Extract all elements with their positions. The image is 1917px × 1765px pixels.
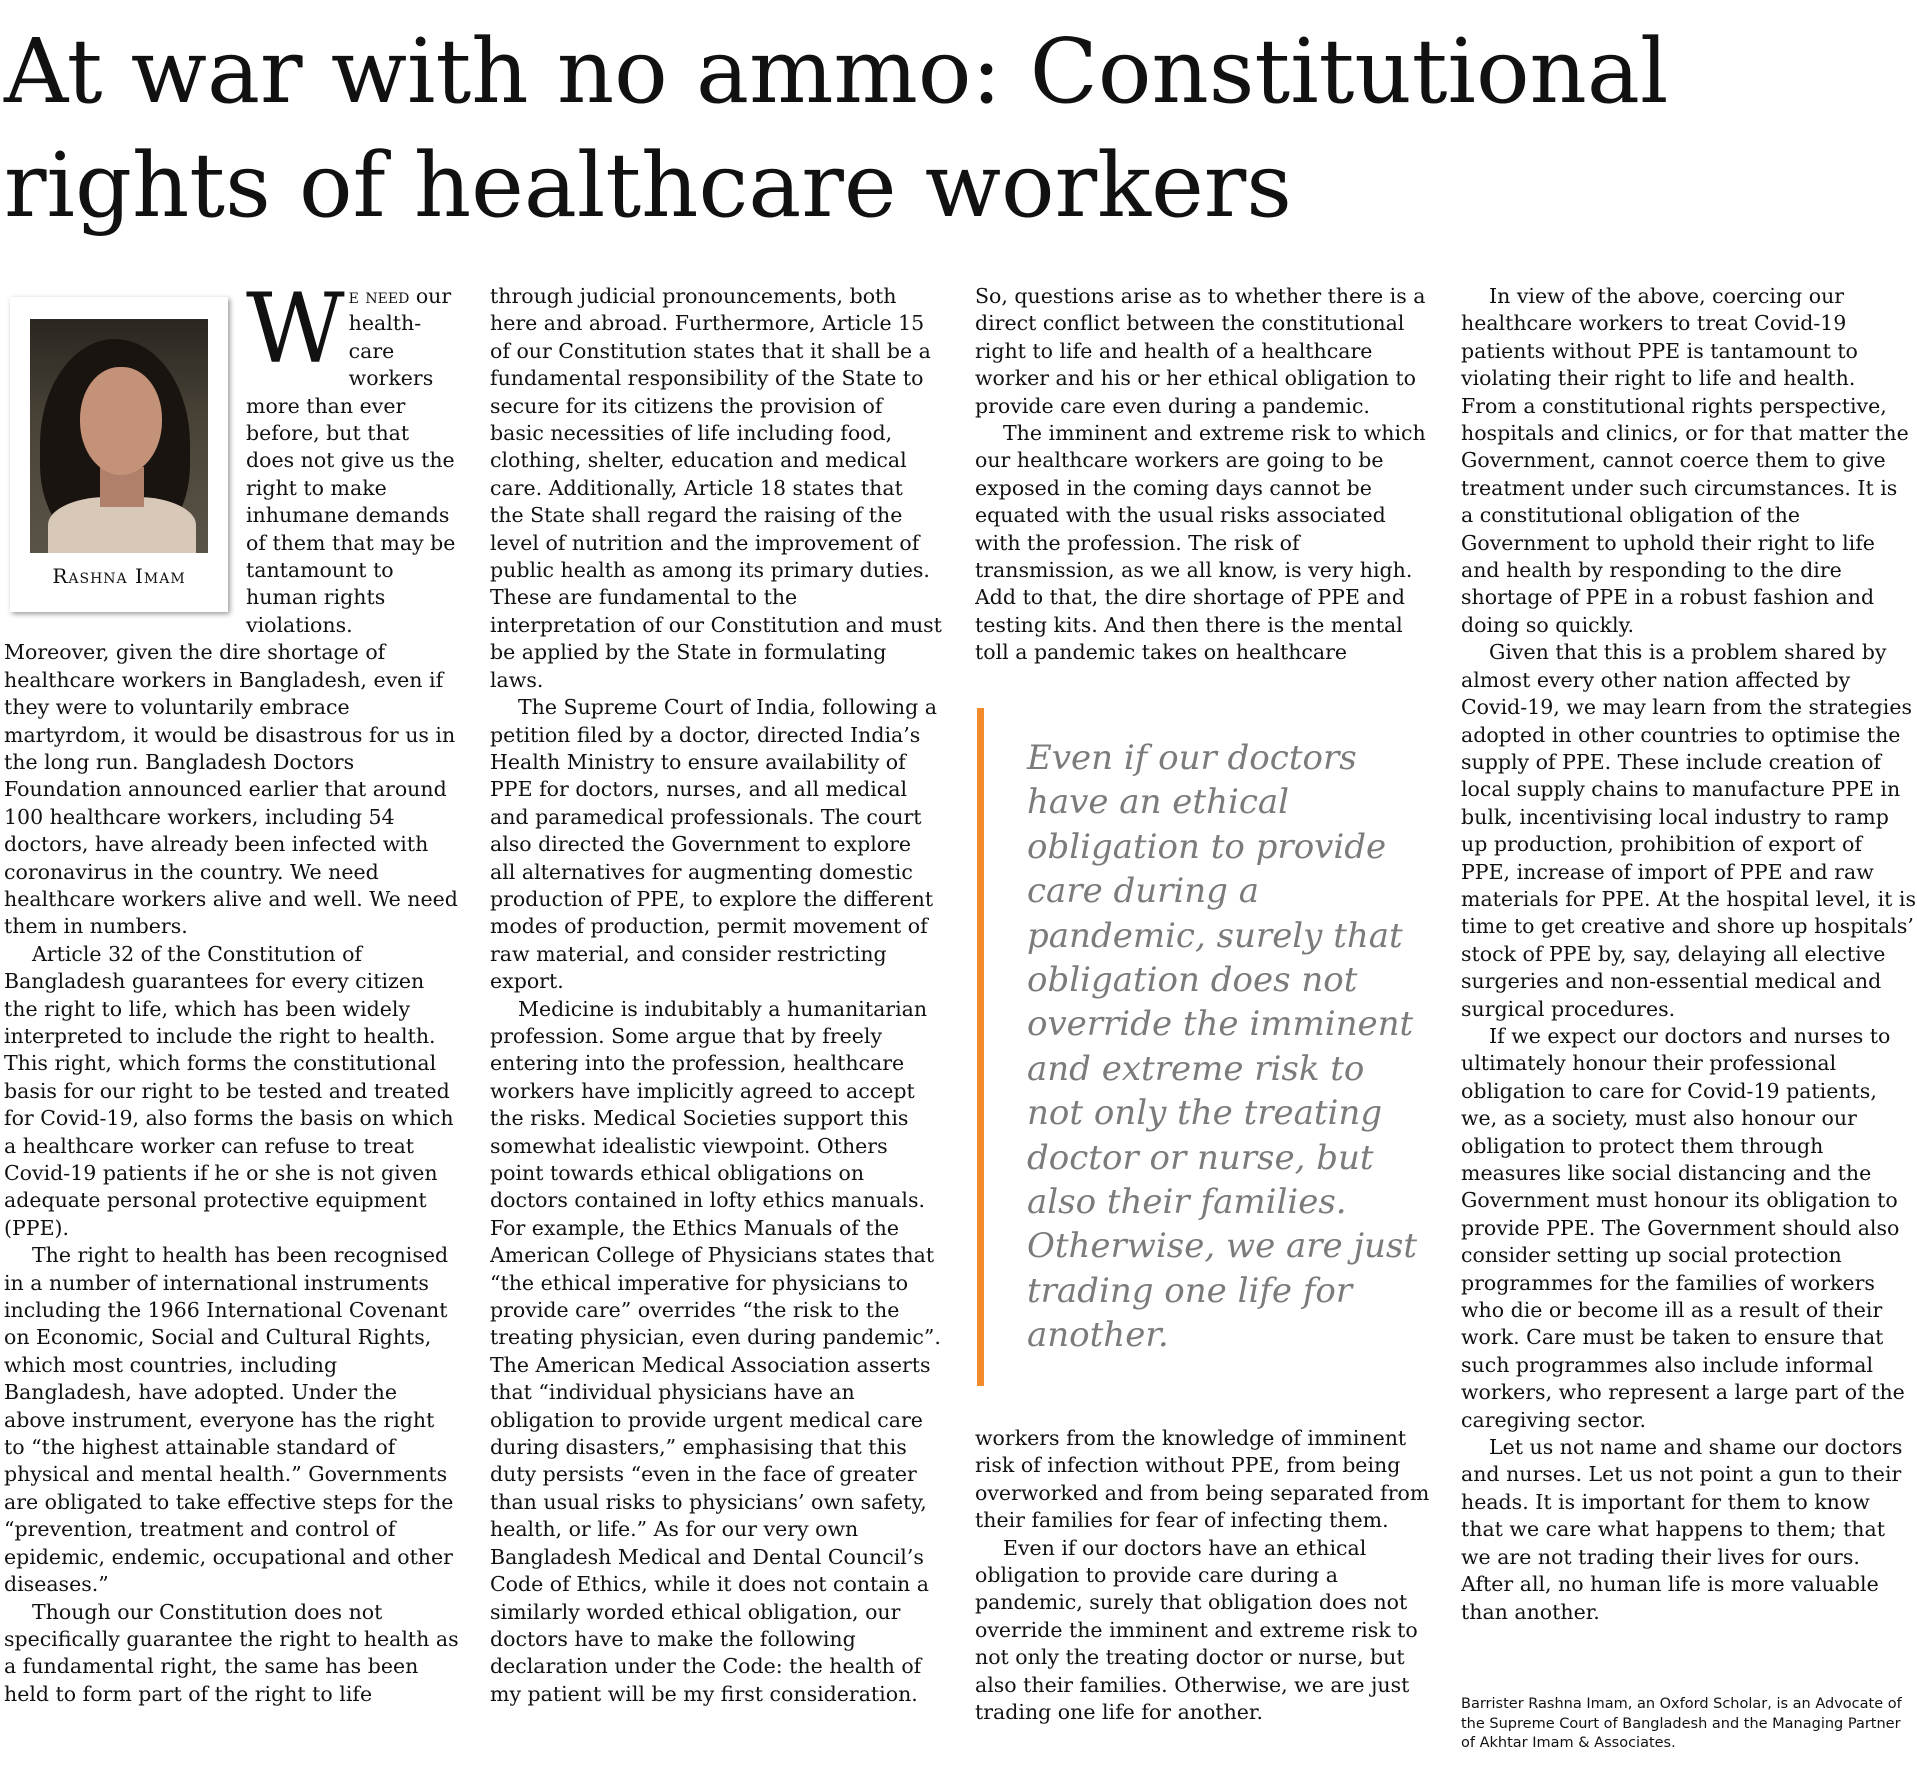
paragraph: Given that this is a problem shared by almost every other nation affected by Covid-19, we may learn from the strategies adopted in other countries to optimise the supply of PPE. These include creation of local supply chains to manufacture PPE in bulk, incentivising local industry to ramp up production, prohibition of export of PPE, increase of import of PPE and raw materials for PPE. At the hospital level, it is time to get creative and shore up hospitals’ stock of PPE by, say, delaying all elective surgeries and non-essential medical and surgical procedures. xyxy=(1461,640,1916,1021)
paragraph: Let us not name and shame our doctors and nurses. Let us not point a gun to their heads. It is important for them to know that we care what happens to them; that we are not trading their lives for ours. After all, no human life is more valuable than another. xyxy=(1461,1435,1903,1624)
paragraph: The right to health has been recognised in a number of international instruments including the 1966 International Covenant on Economic, Social and Cultural Rights, which most countries, including Bangladesh, have adopted. Under the above instrument, everyone has the right to “the highest attainable standard of physical and mental health.” Governments are obligated to take effective steps for the “prevention, treatment and control of epidemic, endemic, occupational and other diseases.” xyxy=(4,1243,454,1597)
lead-smallcaps: e need xyxy=(348,284,410,308)
paragraph: If we expect our doctors and nurses to ultimately honour their professional obligation to care for Covid-19 patients, we, as a society, must also honour our obligation to protect them through measures like social distancing and the Government must honour its obligation to provide PPE. The Government should also consider setting up social protection programmes for the families of workers who die or become ill as a result of their work. Care must be taken to ensure that such programmes also include informal workers, who represent a large part of the caregiving sector. xyxy=(1461,1023,1905,1432)
column-1 xyxy=(4,283,459,1763)
paragraph: through judicial pronouncements, both here and abroad. Furthermore, Article 15 of our Constitution states that it shall be a fundamental responsibility of the State to secure for its citizens the provision of basic necessities of life including food, clothing, shelter, education and medical care. Additionally, Article 18 states that the State shall regard the raising of the level of nutrition and the improvement of public health as among its primary duties. These are fundamental to the interpretation of our Constitution and must be applied by the State in formulating laws. xyxy=(490,284,942,692)
author-caption: Rashna Imam xyxy=(52,563,186,588)
pull-quote xyxy=(975,706,1430,1388)
paragraph: The imminent and extreme risk to which our healthcare workers are going to be exposed in the coming days cannot be equated with the usual risks associated with the profession. The risk of transmission, as we all know, is very high. Add to that, the dire shortage of PPE and testing kits. And then there is the mental toll a pandemic takes on healthcare xyxy=(975,421,1426,665)
paragraph: So, questions arise as to whether there is a direct conflict between the constitutional right to life and health of a healthcare worker and his or her ethical obligation to provide care even during a pandemic. xyxy=(975,284,1426,418)
paragraph: Medicine is indubitably a humanitarian profession. Some argue that by freely entering into the profession, healthcare workers have implicitly agreed to accept the risks. Medical Societies support this somewhat idealistic viewpoint. Others point towards ethical obligations on doctors contained in lofty ethics manuals. For example, the Ethics Manuals of the American College of Physicians states that “the ethical imperative for physicians to provide care” overrides “the risk to the treating physician, even during pandemic”. The American Medical Association asserts that “individual physicians have an obligation to provide urgent medical care during disasters,” emphasising that this duty persists “even in the face of greater than usual risks to physicians’ own safety, health, or life.” As for our very own Bangladesh Medical and Dental Council’s Code of Ethics, while it does not contain a similarly worded ethical obligation, our doctors have to make the following declaration under the Code: the health of my patient will be my first consideration. xyxy=(490,996,941,1706)
author-photo-box xyxy=(10,297,228,612)
column-2 xyxy=(490,283,942,1763)
column-3-bottom xyxy=(975,1425,1435,1765)
paragraph-text: our health-care workers more than ever before, but that does not give us the right to make inhumane demands of them that may be tantamount to human rights violations. Moreover, given the dire shortage of healthcare workers in Bangladesh, even if they were to voluntarily embrace martyrdom, it would be disastrous for us in the long run. Bangladesh Doctors Foundation announced earlier that around 100 healthcare workers, including 54 doctors, have already been infected with coronavirus in the country. We need healthcare workers alive and well. We need them in numbers. xyxy=(4,284,458,939)
paragraph: Article 32 of the Constitution of Bangladesh guarantees for every citizen the right to life, which has been widely interpreted to include the right to health. This right, which forms the constitutional basis for our right to be tested and treated for Covid-19, also forms the basis on which a healthcare worker can refuse to treat Covid-19 patients if he or she is not given adequate personal protective equipment (PPE). xyxy=(4,941,454,1240)
pull-quote-bar xyxy=(977,708,984,1386)
author-bio: Barrister Rashna Imam, an Oxford Scholar, is an Advocate of the Supreme Court of Bangladesh and the Managing Partner of Akhtar Imam & Associates. xyxy=(1461,1696,1902,1751)
paragraph: In view of the above, coercing our healthcare workers to treat Covid-19 patients without PPE is tantamount to violating their right to life and health. From a constitutional rights perspective, hospitals and clinics, or for that matter the Government, cannot coerce them to give treatment under such circumstances. It is a constitutional obligation of the Government to uphold their right to life and health by responding to the dire shortage of PPE in a robust fashion and doing so quickly. xyxy=(1461,284,1909,637)
paragraph: workers from the knowledge of imminent risk of infection without PPE, from being overworked and from being separated from their families for fear of infecting them. xyxy=(975,1426,1430,1533)
author-photo xyxy=(30,319,208,553)
paragraph: Even if our doctors have an ethical obligation to provide care during a pandemic, surely that obligation does not override the imminent and extreme risk to not only the treating doctor or nurse, but also their families. Otherwise, we are just trading one life for another. xyxy=(975,1535,1418,1725)
drop-cap: W xyxy=(246,283,345,385)
pull-quote-text: Even if our doctors have an ethical obligation to provide care during a pandemic, surely that obligation does not override the imminent and extreme risk to not only the treating doctor or nurse, but also their families. Otherwise, we are just trading one life for another. xyxy=(1027,738,1418,1356)
headline: At war with no ammo: Constitutional rights of healthcare workers xyxy=(4,19,1669,237)
paragraph: The Supreme Court of India, following a petition filed by a doctor, directed India’s Health Ministry to ensure availability of PPE for doctors, nurses, and all medical and paramedical professionals. The court also directed the Government to explore all alternatives for augmenting domestic production of PPE, to explore the different modes of production, permit movement of raw material, and consider restricting export. xyxy=(490,695,937,994)
column-4 xyxy=(1461,283,1916,1683)
column-3-top xyxy=(975,283,1435,673)
paragraph: Though our Constitution does not specifically guarantee the right to health as a fundamental right, the same has been held to form part of the right to life xyxy=(4,1599,459,1706)
